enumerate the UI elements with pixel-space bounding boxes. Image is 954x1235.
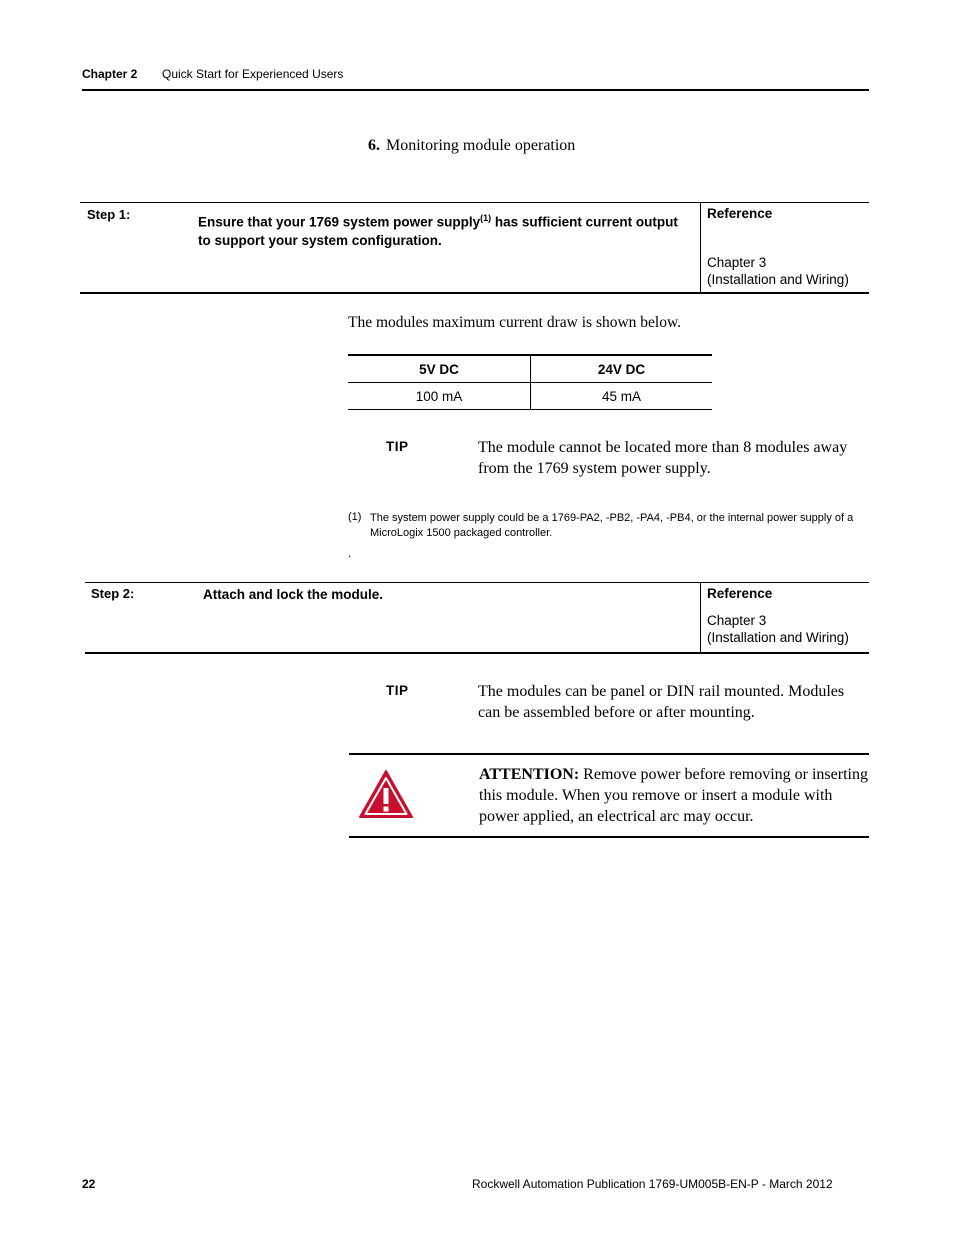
table-header-24v: 24V DC (531, 355, 713, 383)
warning-triangle-icon (358, 769, 414, 819)
step2-top-rule (85, 582, 869, 583)
stray-period: . (348, 546, 352, 560)
step2-reference-heading: Reference (707, 586, 773, 601)
attention-bottom-rule (349, 836, 869, 838)
chapter-title: Quick Start for Experienced Users (162, 67, 344, 81)
section-number: 6. (368, 137, 380, 154)
step1-reference-line2: (Installation and Wiring) (707, 272, 849, 287)
current-intro: The modules maximum current draw is shown below. (348, 314, 682, 331)
table-cell-24v: 45 mA (531, 383, 713, 410)
footnote-reference[interactable]: (1) (480, 213, 492, 223)
step2-reference-line1: Chapter 3 (707, 613, 767, 628)
table-row (348, 383, 712, 410)
section-heading (368, 137, 575, 155)
step2-label: Step 2: (91, 586, 135, 601)
attention-label: ATTENTION: (479, 766, 580, 783)
step1-divider (700, 202, 701, 293)
step1-bottom-rule (80, 292, 869, 294)
page-number: 22 (82, 1177, 96, 1191)
table-cell-5v: 100 mA (348, 383, 531, 410)
step1-text-a: Ensure that your 1769 system power supply (198, 214, 481, 230)
footnote-text: The system power supply could be a 1769-PA2, -PB2, -PA4, -PB4, or the internal power supply of a MicroLogix 1500 packaged controller. (370, 512, 854, 539)
attention-top-rule (349, 753, 869, 755)
publication-info: Rockwell Automation Publication 1769-UM005B-EN-P - March 2012 (472, 1177, 833, 1191)
tip2-text: The modules can be panel or DIN rail mounted. Modules can be assembled before or after mounting. (478, 683, 845, 721)
step1-reference-line1: Chapter 3 (707, 255, 767, 270)
step2-reference-link[interactable] (707, 612, 849, 646)
table-header-row (348, 355, 712, 383)
tip1-text: The module cannot be located more than 8 modules away from the 1769 system power supply. (478, 439, 848, 477)
step1-instruction (198, 209, 688, 250)
step2-instruction: Attach and lock the module. (203, 587, 384, 602)
step2-reference-line2: (Installation and Wiring) (707, 630, 849, 645)
chapter-label: Chapter 2 (82, 67, 138, 81)
header-rule (82, 89, 869, 91)
step2-divider (700, 582, 701, 653)
footnote-number: (1) (348, 511, 362, 523)
step1-top-rule (80, 202, 869, 203)
attention-message (479, 764, 869, 827)
step1-reference-heading: Reference (707, 206, 773, 221)
attention-text: Remove power before removing or inserting this module. When you remove or insert a module with power applied, an electrical arc may occur. (479, 766, 868, 825)
table-header-5v: 5V DC (348, 355, 531, 383)
step1-text-b: has sufficient current output to support your system configuration. (198, 214, 678, 248)
step1-label: Step 1: (87, 207, 131, 222)
current-draw-table (348, 354, 712, 410)
step2-bottom-rule (85, 652, 869, 654)
tip2-label: TIP (386, 683, 409, 698)
step1-reference-link[interactable] (707, 254, 849, 288)
section-title: Monitoring module operation (386, 137, 576, 154)
tip1-label: TIP (386, 439, 409, 454)
